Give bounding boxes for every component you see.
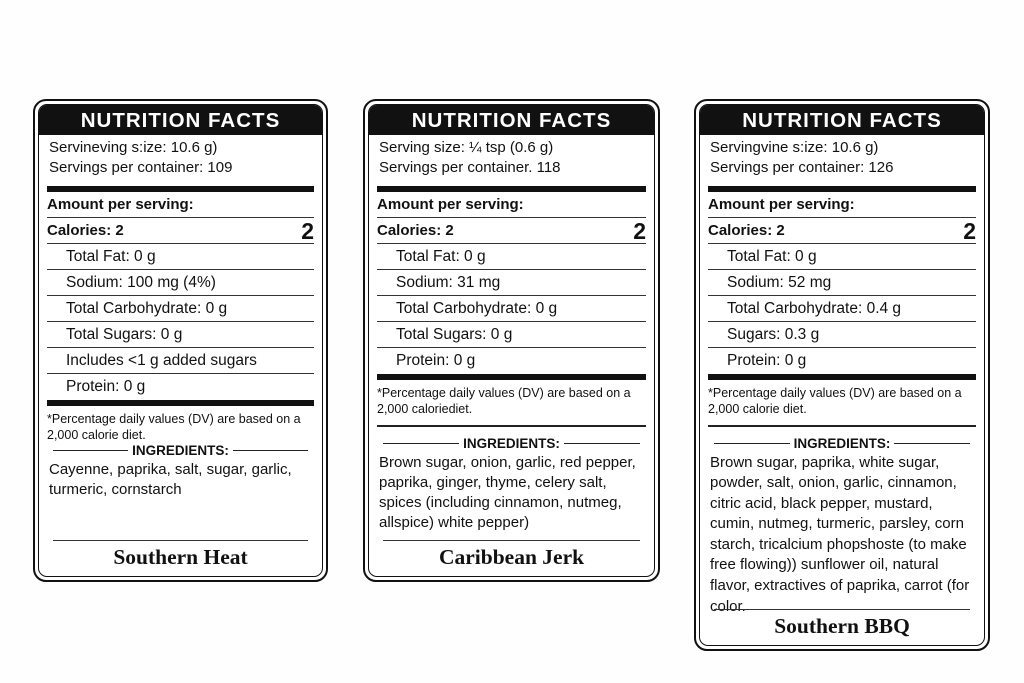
nutrient-row: Total Sugars: 0 g <box>47 322 314 348</box>
amount-per-serving: Amount per serving: <box>708 192 976 218</box>
thick-divider <box>377 374 646 380</box>
thick-divider <box>708 374 976 380</box>
calories-label: Calories: 2 <box>377 222 454 239</box>
ingredients-header: INGREDIENTS: <box>49 443 312 458</box>
nutrient-row: Total Carbohydrate: 0.4 g <box>708 296 976 322</box>
calories-row <box>708 218 976 244</box>
nutrient-row: Total Fat: 0 g <box>47 244 314 270</box>
servings-per-container: Servings per container. 118 <box>379 159 561 176</box>
daily-value-footnote: *Percentage daily values (DV) are based on a 2,000 calorie diet. <box>708 386 962 416</box>
serving-size: Servineving s:ize: 10.6 g) <box>49 139 218 156</box>
section-divider <box>708 425 976 427</box>
ingredients-text: Brown sugar, paprika, white sugar, powder, salt, onion, garlic, cinnamon, citric acid, black pepper, mustard, cumin, nutmeg, turmeric, parsley, corn starch, tricalcium phopshoste (to make free flowing)) sunflower oil, natural flavor, extractives of paprika, carrot (for color. <box>710 453 970 615</box>
nutrient-row: Total Carbohydrate: 0 g <box>47 296 314 322</box>
nutrient-row: Sodium: 100 mg (4%) <box>47 270 314 296</box>
ingredients-text: Cayenne, paprika, salt, sugar, garlic, turmeric, cornstarch <box>49 461 292 498</box>
nutrient-row: Sodium: 52 mg <box>708 270 976 296</box>
nutrient-row: Protein: 0 g <box>727 352 807 369</box>
serving-info <box>708 135 976 178</box>
label-inner-border <box>699 104 985 646</box>
label-inner-border <box>38 104 323 577</box>
nutrition-facts-header: NUTRITION FACTS <box>369 105 654 135</box>
nutrient-row: Protein: 0 g <box>66 378 146 395</box>
serving-size: Servingvine s:ize: 10.6 g) <box>710 139 879 156</box>
product-name: Southern BBQ <box>714 609 970 641</box>
section-divider <box>377 425 646 427</box>
product-name: Caribbean Jerk <box>383 540 640 572</box>
calories-label: Calories: 2 <box>47 222 124 239</box>
label-inner-border <box>368 104 655 577</box>
calories-row <box>377 218 646 244</box>
amount-per-serving: Amount per serving: <box>377 192 646 218</box>
daily-value-footnote: *Percentage daily values (DV) are based on a 2,000 calorie diet. <box>47 412 301 442</box>
thick-divider <box>47 400 314 406</box>
label-body <box>700 135 984 617</box>
ingredients-header: INGREDIENTS: <box>379 436 644 451</box>
daily-value-footnote: *Percentage daily values (DV) are based on a 2,000 caloriediet. <box>377 386 631 416</box>
serving-info <box>377 135 646 178</box>
nutrition-facts-header: NUTRITION FACTS <box>39 105 322 135</box>
servings-per-container: Servings per container: 126 <box>710 159 894 176</box>
calories-value: 2 <box>633 218 646 244</box>
ingredients-header: INGREDIENTS: <box>710 436 974 451</box>
label-body <box>39 135 322 500</box>
calories-label: Calories: 2 <box>708 222 785 239</box>
nutrient-row: Total Fat: 0 g <box>377 244 646 270</box>
amount-per-serving: Amount per serving: <box>47 192 314 218</box>
nutrition-facts-header: NUTRITION FACTS <box>700 105 984 135</box>
calories-value: 2 <box>963 218 976 244</box>
product-name: Southern Heat <box>53 540 308 572</box>
calories-row <box>47 218 314 244</box>
nutrition-label-card <box>363 99 660 582</box>
nutrient-row: Includes <1 g added sugars <box>47 348 314 374</box>
nutrient-row: Protein: 0 g <box>396 352 476 369</box>
ingredients-text: Brown sugar, onion, garlic, red pepper, paprika, ginger, thyme, celery salt, spices (including cinnamon, nutmeg, allspice) white pepper) <box>379 453 636 531</box>
label-body <box>369 135 654 533</box>
nutrition-label-card <box>33 99 328 582</box>
nutrient-row: Sodium: 31 mg <box>377 270 646 296</box>
nutrition-label-card <box>694 99 990 651</box>
servings-per-container: Servings per container: 109 <box>49 159 233 176</box>
serving-size: Serving size: ¼ tsp (0.6 g) <box>379 139 554 156</box>
nutrient-row: Total Fat: 0 g <box>708 244 976 270</box>
nutrient-row: Total Carbohydrate: 0 g <box>377 296 646 322</box>
calories-value: 2 <box>301 218 314 244</box>
serving-info <box>47 135 314 178</box>
nutrient-row: Sugars: 0.3 g <box>708 322 976 348</box>
nutrient-row: Total Sugars: 0 g <box>377 322 646 348</box>
